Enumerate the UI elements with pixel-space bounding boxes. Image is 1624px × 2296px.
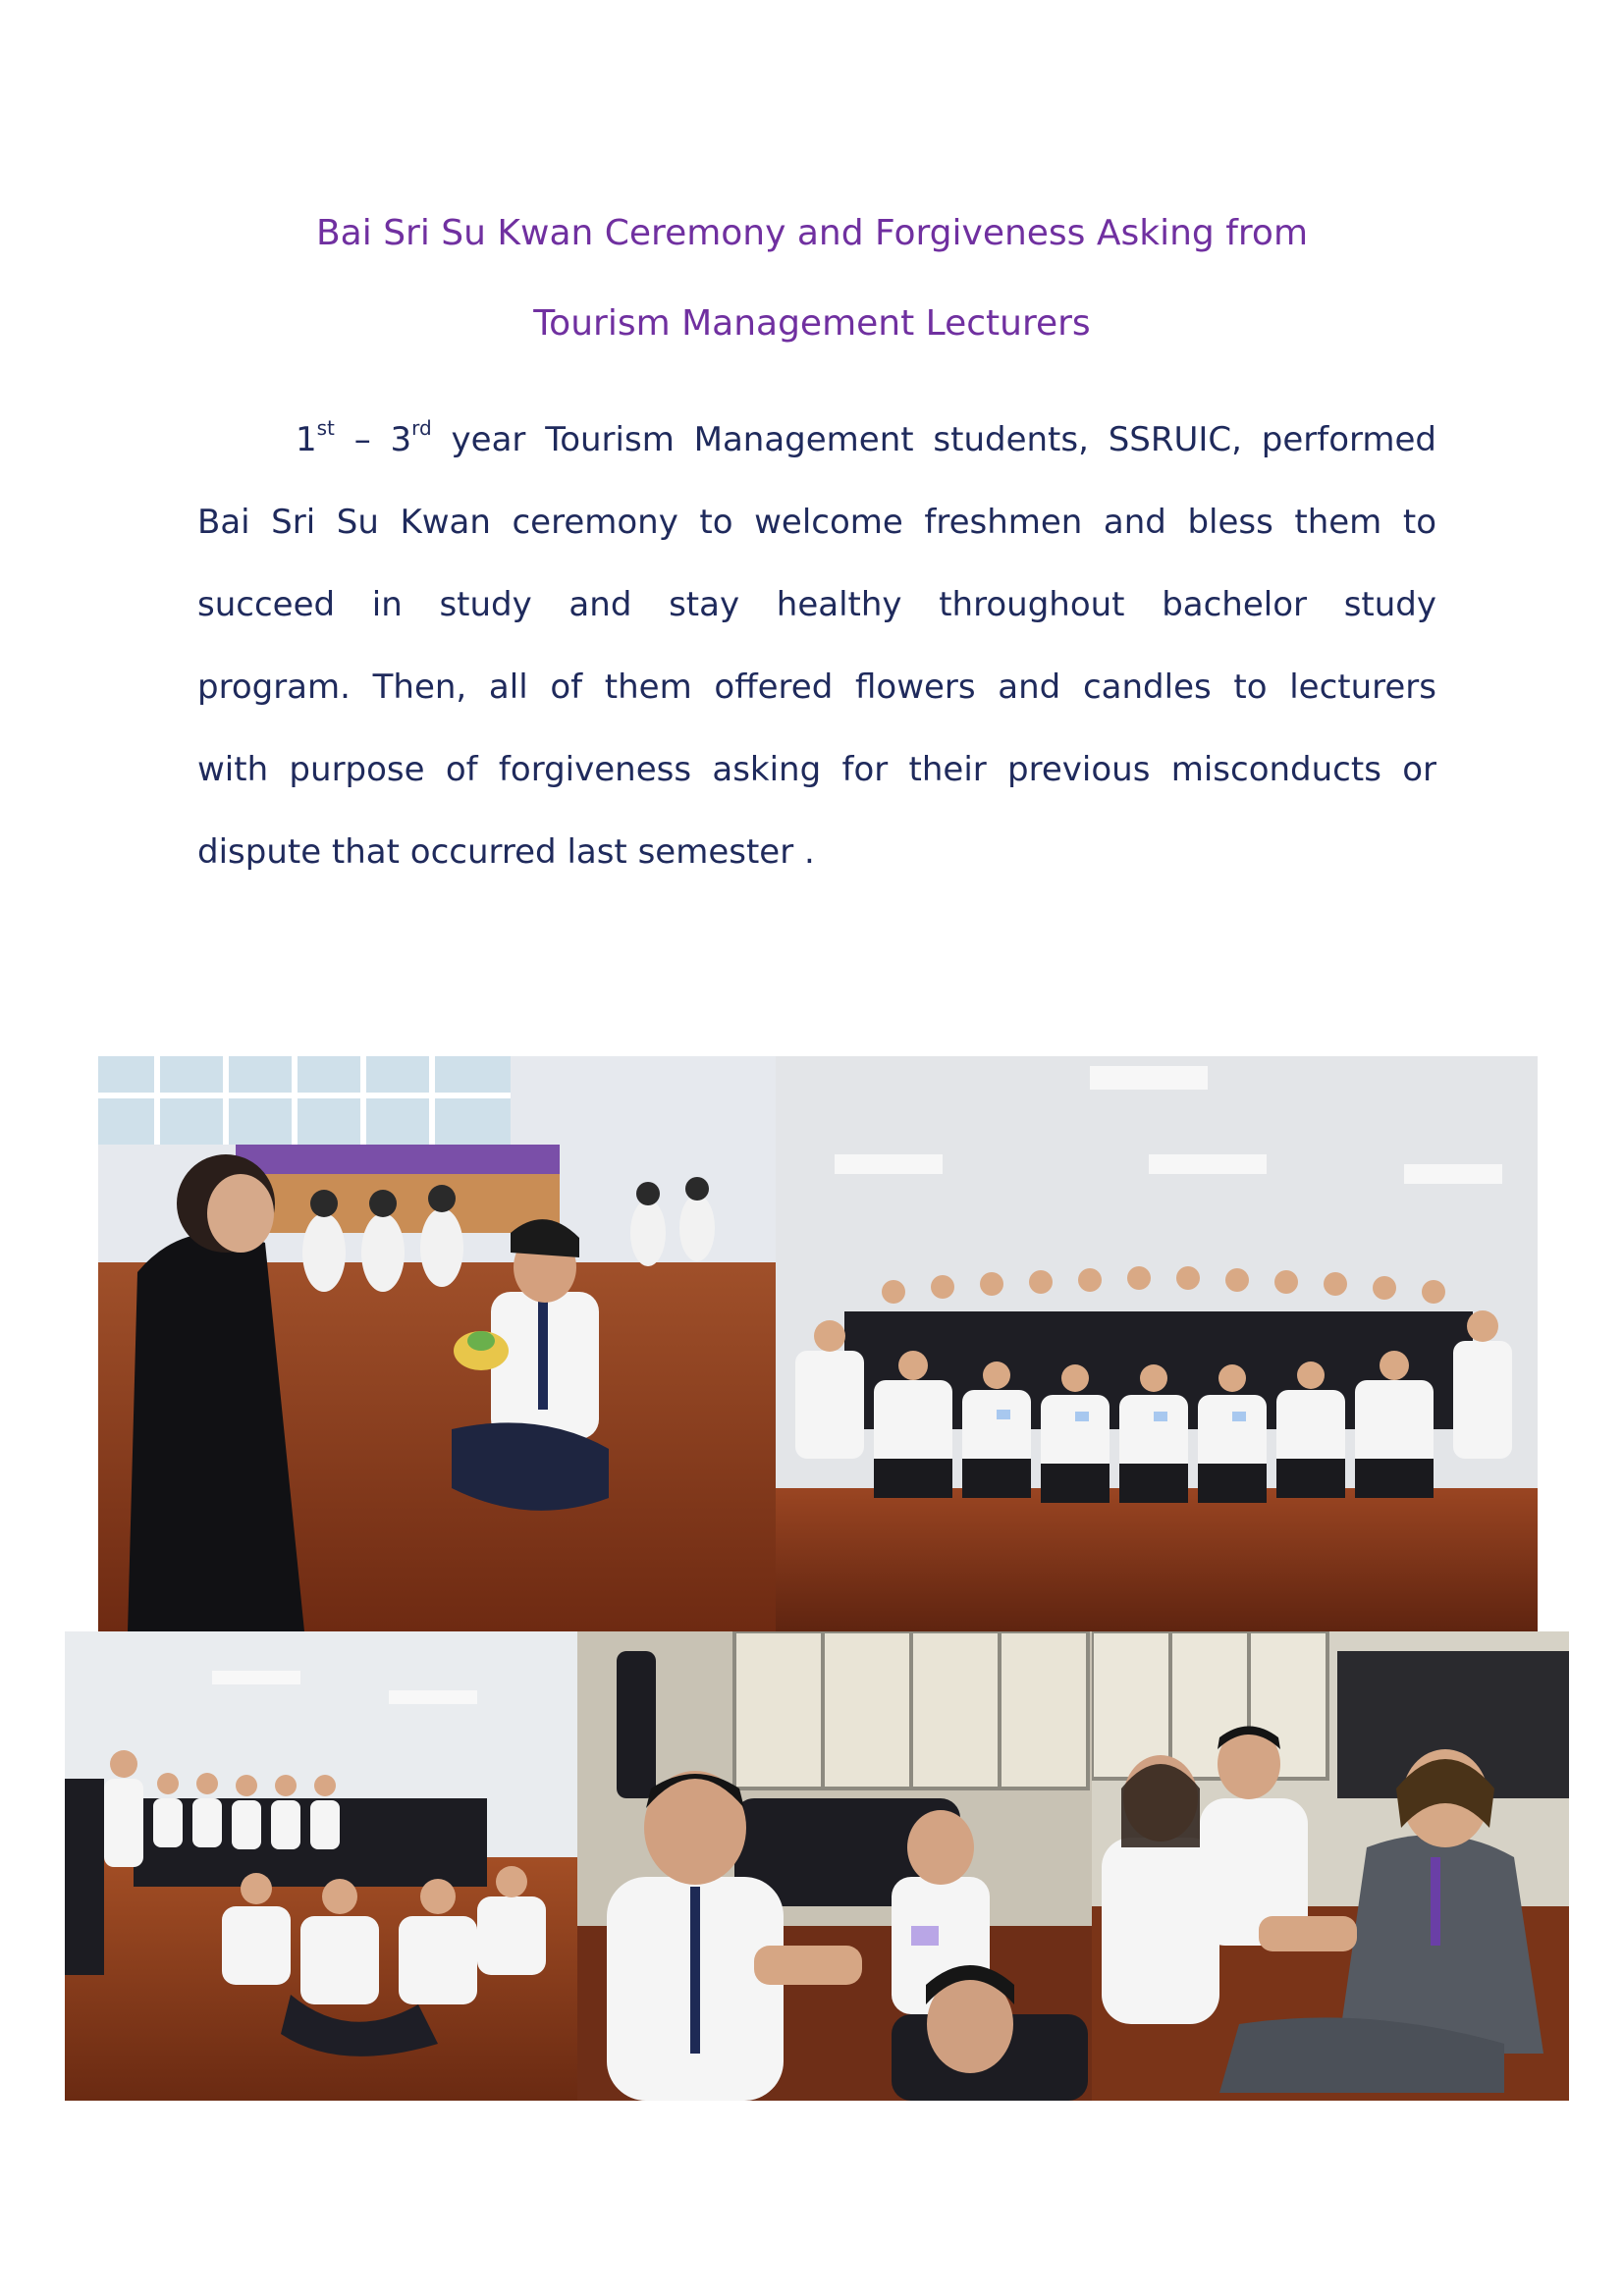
- body-line-5: with purpose of forgiveness asking for their previous misconducts or: [197, 750, 1436, 789]
- body-line-6: dispute that occurred last semester .: [197, 832, 815, 872]
- photo-blessing-lecturer: [1092, 1631, 1569, 2101]
- body-line-1: [296, 415, 1437, 461]
- ordinal-first: 1: [296, 420, 317, 459]
- body-line-1-text: year Tourism Management students, SSRUIC, performed: [431, 420, 1437, 459]
- range-dash: –: [334, 420, 391, 459]
- photo-circle-students: [65, 1631, 577, 2101]
- body-line-4: program. Then, all of them offered flowers and candles to lecturers: [197, 667, 1436, 707]
- ordinal-first-suffix: st: [316, 415, 335, 440]
- body-line-2: Bai Sri Su Kwan ceremony to welcome freshmen and bless them to: [197, 503, 1436, 542]
- photo-group-portrait: [776, 1056, 1538, 1631]
- ordinal-third: 3: [390, 420, 412, 459]
- body-line-3: succeed in study and stay healthy throughout bachelor study: [197, 585, 1436, 624]
- page-title-line-2: Tourism Management Lecturers: [533, 303, 1091, 344]
- page-title-line-1: Bai Sri Su Kwan Ceremony and Forgiveness Asking from: [315, 213, 1309, 253]
- photo-offering-lecturer: [98, 1056, 776, 1631]
- ordinal-third-suffix: rd: [411, 415, 432, 440]
- photo-wrist-tying: [577, 1631, 1092, 2101]
